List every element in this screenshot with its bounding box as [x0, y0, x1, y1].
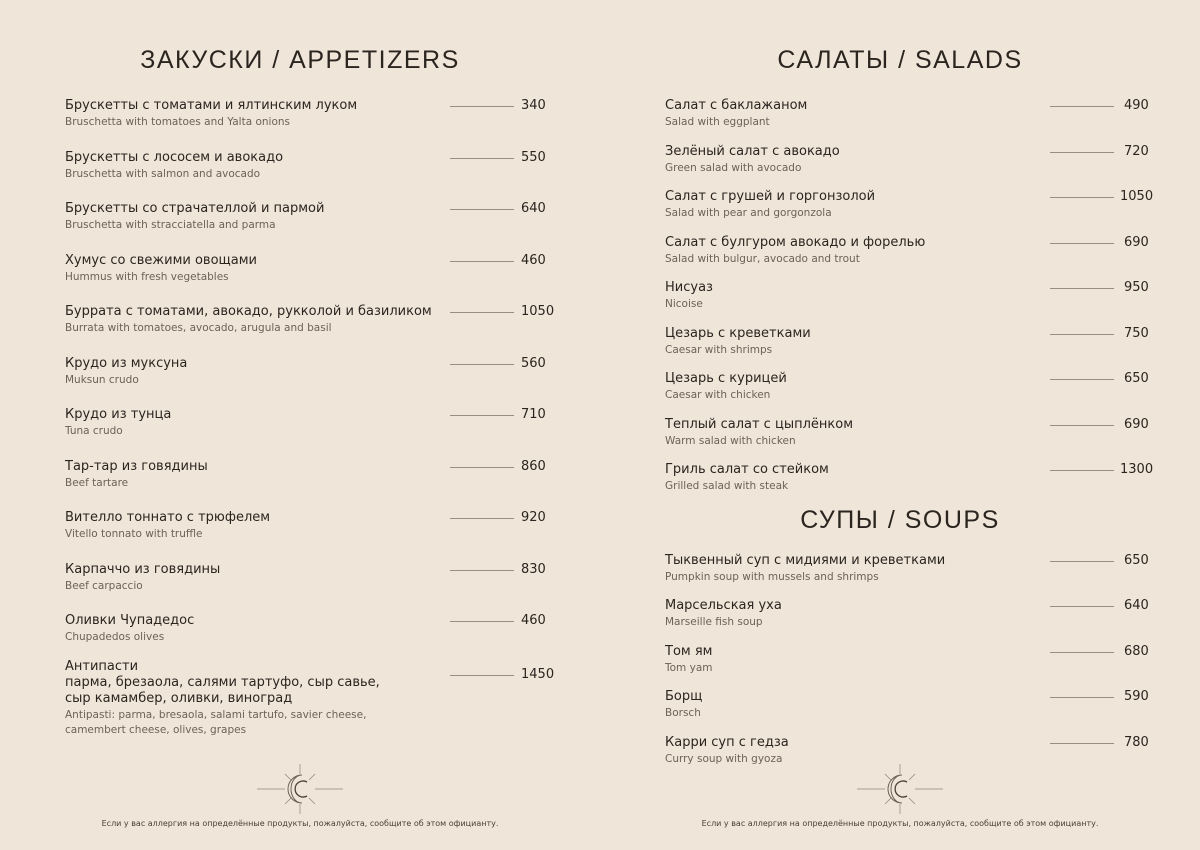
menu-item	[65, 562, 565, 594]
crescent-c-emblem-icon	[855, 762, 945, 816]
item-price: 1050	[521, 304, 555, 319]
item-name-ru: Брускетты со страчателлой и пармой	[65, 201, 325, 216]
menu-item	[665, 144, 1165, 176]
item-price: 650	[1124, 553, 1149, 568]
menu-item	[665, 326, 1165, 358]
price-leader	[450, 415, 514, 416]
item-name-ru: Цезарь с креветками	[665, 326, 811, 341]
item-name-ru: Карпаччо из говядины	[65, 562, 221, 577]
item-name-ru: Гриль салат со стейком	[665, 462, 829, 477]
item-price: 750	[1124, 326, 1149, 341]
item-name-en: Grilled salad with steak	[665, 480, 789, 492]
item-price: 860	[521, 459, 546, 474]
item-name-ru: Борщ	[665, 689, 703, 704]
item-name-ru: Том ям	[665, 644, 713, 659]
item-name-en: Bruschetta with tomatoes and Yalta onions	[65, 116, 291, 128]
item-price: 650	[1124, 371, 1149, 386]
item-name-ru: Антипасти парма, брезаола, салями тартуфо, сыр савье, сыр камамбер, оливки, виноград	[65, 659, 380, 706]
item-price: 920	[521, 510, 546, 525]
crescent-c-emblem-icon	[255, 762, 345, 816]
price-leader	[1050, 425, 1114, 426]
item-price: 490	[1124, 98, 1149, 113]
price-leader	[450, 261, 514, 262]
allergy-note: Если у вас аллергия на определённые продукты, пожалуйста, сообщите об этом официанту.	[701, 819, 1099, 828]
menu-item	[665, 598, 1165, 630]
item-name-ru: Крудо из тунца	[65, 407, 172, 422]
price-leader	[1050, 470, 1114, 471]
menu-item	[65, 613, 565, 645]
item-price: 640	[1124, 598, 1149, 613]
price-leader	[1050, 652, 1114, 653]
item-price: 550	[521, 150, 546, 165]
menu-item	[65, 98, 565, 130]
menu-item	[665, 189, 1165, 221]
menu-item	[665, 235, 1165, 267]
menu-item	[665, 462, 1165, 494]
price-leader	[1050, 606, 1114, 607]
price-leader	[450, 675, 514, 676]
price-leader	[1050, 106, 1114, 107]
item-name-en: Nicoise	[665, 298, 703, 310]
item-name-ru: Крудо из муксуна	[65, 356, 188, 371]
item-name-en: Caesar with chicken	[665, 389, 771, 401]
item-name-ru: Салат с булгуром авокадо и форелью	[665, 235, 926, 250]
price-leader	[1050, 197, 1114, 198]
item-price: 1450	[521, 667, 555, 682]
price-leader	[1050, 152, 1114, 153]
section-title-appetizers: ЗАКУСКИ / APPETIZERS	[140, 46, 460, 74]
item-price: 720	[1124, 144, 1149, 159]
price-leader	[1050, 334, 1114, 335]
menu-item	[65, 304, 565, 336]
item-name-en: Beef tartare	[65, 477, 129, 489]
item-name-en: Tom yam	[665, 662, 713, 674]
allergy-note: Если у вас аллергия на определённые продукты, пожалуйста, сообщите об этом официанту.	[101, 819, 499, 828]
menu-item	[65, 407, 565, 439]
item-name-ru: Вителло тоннато с трюфелем	[65, 510, 271, 525]
item-name-en: Antipasti: parma, bresaola, salami tartufo, savier cheese, camembert cheese, olives, grapes	[65, 709, 367, 736]
menu-item	[665, 371, 1165, 403]
price-leader	[450, 312, 514, 313]
section-title-soups: СУПЫ / SOUPS	[800, 506, 1000, 534]
item-name-en: Burrata with tomatoes, avocado, arugula and basil	[65, 322, 332, 334]
item-name-en: Curry soup with gyoza	[665, 753, 783, 765]
item-name-ru: Брускетты с томатами и ялтинским луком	[65, 98, 358, 113]
item-name-en: Salad with eggplant	[665, 116, 770, 128]
item-name-en: Green salad with avocado	[665, 162, 802, 174]
item-name-en: Chupadedos olives	[65, 631, 165, 643]
menu-item	[65, 459, 565, 491]
menu-item	[65, 659, 565, 738]
item-name-ru: Салат с баклажаном	[665, 98, 808, 113]
item-name-ru: Марсельская уха	[665, 598, 782, 613]
item-price: 950	[1124, 280, 1149, 295]
price-leader	[450, 106, 514, 107]
item-name-ru: Нисуаз	[665, 280, 713, 295]
item-price: 640	[521, 201, 546, 216]
item-name-ru: Оливки Чупадедос	[65, 613, 195, 628]
price-leader	[450, 209, 514, 210]
menu-item	[65, 253, 565, 285]
item-name-en: Hummus with fresh vegetables	[65, 271, 229, 283]
item-price: 690	[1124, 417, 1149, 432]
item-price: 710	[521, 407, 546, 422]
price-leader	[1050, 288, 1114, 289]
item-name-en: Bruschetta with salmon and avocado	[65, 168, 261, 180]
menu-item	[65, 510, 565, 542]
item-price: 460	[521, 613, 546, 628]
menu-item	[665, 280, 1165, 312]
item-name-ru: Брускетты с лососем и авокадо	[65, 150, 284, 165]
item-price: 1300	[1120, 462, 1154, 477]
price-leader	[450, 467, 514, 468]
item-price: 690	[1124, 235, 1149, 250]
item-price: 590	[1124, 689, 1149, 704]
price-leader	[450, 570, 514, 571]
item-name-en: Tuna crudo	[65, 425, 123, 437]
price-leader	[1050, 379, 1114, 380]
price-leader	[450, 518, 514, 519]
menu-item	[665, 689, 1165, 721]
item-price: 560	[521, 356, 546, 371]
item-name-en: Muksun crudo	[65, 374, 139, 386]
section-title-salads: САЛАТЫ / SALADS	[777, 46, 1023, 74]
item-name-ru: Цезарь с курицей	[665, 371, 787, 386]
item-name-en: Salad with bulgur, avocado and trout	[665, 253, 860, 265]
item-name-ru: Карри суп с гедза	[665, 735, 789, 750]
item-name-ru: Хумус со свежими овощами	[65, 253, 258, 268]
item-name-ru: Теплый салат с цыплёнком	[665, 417, 853, 432]
item-name-ru: Тыквенный суп с мидиями и креветками	[665, 553, 946, 568]
menu-item	[65, 356, 565, 388]
item-name-ru: Буррата с томатами, авокадо, рукколой и базиликом	[65, 304, 432, 319]
item-price: 340	[521, 98, 546, 113]
menu-item	[65, 201, 565, 233]
menu-item	[65, 150, 565, 182]
menu-item	[665, 417, 1165, 449]
price-leader	[450, 158, 514, 159]
item-name-en: Marseille fish soup	[665, 616, 763, 628]
item-price: 780	[1124, 735, 1149, 750]
price-leader	[1050, 561, 1114, 562]
menu-item	[665, 98, 1165, 130]
item-price: 830	[521, 562, 546, 577]
menu-page-right	[600, 0, 1200, 850]
item-name-en: Bruschetta with stracciatella and parma	[65, 219, 276, 231]
item-price: 1050	[1120, 189, 1154, 204]
item-name-en: Salad with pear and gorgonzola	[665, 207, 832, 219]
item-name-en: Beef carpaccio	[65, 580, 143, 592]
item-name-en: Warm salad with chicken	[665, 435, 796, 447]
item-name-ru: Салат с грушей и горгонзолой	[665, 189, 876, 204]
menu-item	[665, 644, 1165, 676]
price-leader	[1050, 743, 1114, 744]
price-leader	[1050, 243, 1114, 244]
item-name-ru: Тар-тар из говядины	[65, 459, 208, 474]
menu-item	[665, 553, 1165, 585]
item-name-en: Borsch	[665, 707, 701, 719]
item-name-en: Caesar with shrimps	[665, 344, 773, 356]
price-leader	[1050, 697, 1114, 698]
item-name-en: Vitello tonnato with truffle	[65, 528, 203, 540]
price-leader	[450, 364, 514, 365]
price-leader	[450, 621, 514, 622]
item-name-ru: Зелёный салат с авокадо	[665, 144, 840, 159]
item-price: 680	[1124, 644, 1149, 659]
item-name-en: Pumpkin soup with mussels and shrimps	[665, 571, 879, 583]
item-price: 460	[521, 253, 546, 268]
